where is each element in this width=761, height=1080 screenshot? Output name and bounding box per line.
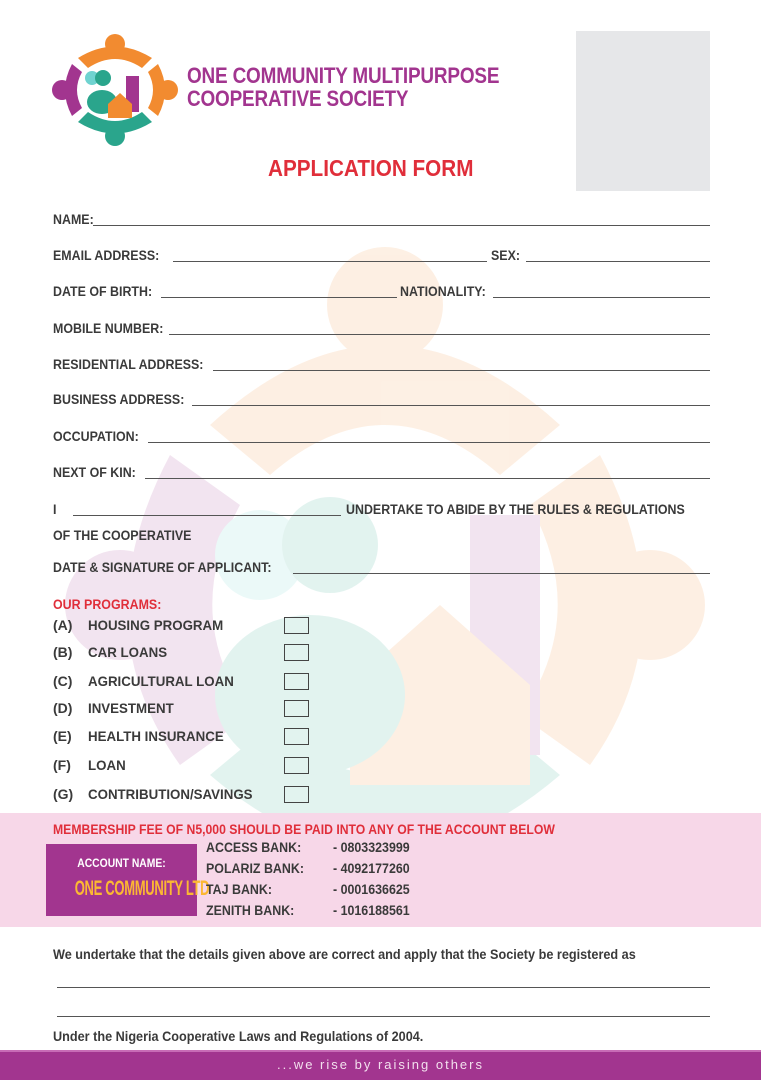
business-row [53, 388, 710, 408]
bank-name: ACCESS BANK: [206, 840, 302, 855]
program-item [53, 757, 313, 777]
mobile-row [53, 317, 710, 337]
org-name-line2: COOPERATIVE SOCIETY [187, 86, 409, 111]
account-number: - 0803323999 [333, 840, 410, 855]
mobile-field[interactable] [169, 334, 710, 335]
programs-title: OUR PROGRAMS: [53, 597, 162, 612]
undertaking-prefix: I [53, 502, 57, 517]
signature-row [53, 556, 710, 576]
declaration-text: We undertake that the details given above are correct and apply that the Society be registered as [53, 946, 636, 962]
name-field[interactable] [93, 225, 710, 226]
law-reference: Under the Nigeria Cooperative Laws and Regulations of 2004. [53, 1028, 424, 1044]
program-label: AGRICULTURAL LOAN [88, 673, 234, 689]
program-letter: (E) [53, 728, 72, 744]
account-name-label: ACCOUNT NAME: [77, 858, 166, 870]
org-name-line1: ONE COMMUNITY MULTIPURPOSE [187, 63, 500, 88]
agricultural-loan-checkbox[interactable] [284, 673, 309, 690]
sex-label: SEX: [490, 248, 520, 263]
nationality-field[interactable] [493, 297, 710, 298]
loan-checkbox[interactable] [284, 757, 309, 774]
program-letter: (D) [53, 700, 73, 716]
undertaking-suffix: UNDERTAKE TO ABIDE BY THE RULES & REGULATIONS [345, 502, 685, 517]
registration-name-line-2[interactable] [57, 1016, 710, 1017]
undertaking-row [53, 498, 710, 518]
dob-label: DATE OF BIRTH: [53, 284, 153, 299]
investment-checkbox[interactable] [284, 700, 309, 717]
occupation-label: OCCUPATION: [53, 429, 139, 444]
email-sex-row [53, 244, 710, 264]
program-item [53, 786, 313, 806]
car-loans-checkbox[interactable] [284, 644, 309, 661]
next-of-kin-label: NEXT OF KIN: [53, 465, 136, 480]
tagline: ...we rise by raising others [276, 1057, 484, 1072]
registration-name-line-1[interactable] [57, 987, 710, 988]
passport-photo-box [576, 31, 710, 191]
business-label: BUSINESS ADDRESS: [53, 392, 185, 407]
fee-notice: MEMBERSHIP FEE OF N5,000 SHOULD BE PAID INTO ANY OF THE ACCOUNT BELOW [53, 822, 555, 837]
signature-field[interactable] [293, 573, 711, 574]
program-label: CONTRIBUTION/SAVINGS [88, 786, 253, 802]
contribution-savings-checkbox[interactable] [284, 786, 309, 803]
program-label: HEALTH INSURANCE [88, 728, 224, 744]
residential-row [53, 353, 710, 373]
undertaking-line2: OF THE COOPERATIVE [53, 528, 192, 543]
health-insurance-checkbox[interactable] [284, 728, 309, 745]
business-address-field[interactable] [192, 405, 710, 406]
program-label: CAR LOANS [88, 644, 168, 660]
program-item [53, 617, 313, 637]
program-item [53, 644, 313, 664]
signature-label: DATE & SIGNATURE OF APPLICANT: [53, 560, 272, 575]
program-label: LOAN [88, 757, 126, 773]
dob-field[interactable] [161, 297, 397, 298]
occupation-field[interactable] [148, 442, 710, 443]
dob-nationality-row [53, 280, 710, 300]
residential-address-field[interactable] [213, 370, 710, 371]
program-item [53, 728, 313, 748]
membership-fee-section [0, 813, 761, 927]
account-name-box [46, 844, 210, 916]
next-of-kin-row [53, 461, 710, 481]
form-title: APPLICATION FORM [268, 155, 474, 181]
account-name-value: ONE COMMUNITY LTD [74, 877, 210, 900]
program-label: HOUSING PROGRAM [88, 617, 224, 633]
program-letter: (G) [53, 786, 74, 802]
name-label: NAME: [53, 212, 94, 227]
program-letter: (A) [53, 617, 73, 633]
bank-name: ZENITH BANK: [206, 903, 295, 918]
program-label: INVESTMENT [88, 700, 174, 716]
account-number: - 0001636625 [333, 882, 410, 897]
next-of-kin-field[interactable] [145, 478, 710, 479]
account-number: - 4092177260 [333, 861, 410, 876]
bank-name: TAJ BANK: [206, 882, 273, 897]
organization-name [187, 64, 499, 110]
email-field[interactable] [173, 261, 487, 262]
occupation-row [53, 425, 710, 445]
name-row [53, 208, 710, 228]
housing-program-checkbox[interactable] [284, 617, 309, 634]
program-letter: (B) [53, 644, 73, 660]
undertaking-name-field[interactable] [73, 515, 341, 516]
cooperative-logo [50, 30, 180, 150]
nationality-label: NATIONALITY: [399, 284, 486, 299]
program-item [53, 700, 313, 720]
email-label: EMAIL ADDRESS: [53, 248, 160, 263]
program-letter: (F) [53, 757, 71, 773]
sex-field[interactable] [526, 261, 710, 262]
residential-label: RESIDENTIAL ADDRESS: [53, 357, 204, 372]
mobile-label: MOBILE NUMBER: [53, 321, 164, 336]
program-item [53, 673, 313, 693]
bank-name: POLARIZ BANK: [206, 861, 304, 876]
program-letter: (C) [53, 673, 73, 689]
footer-bar [0, 1050, 761, 1080]
account-number: - 1016188561 [333, 903, 410, 918]
